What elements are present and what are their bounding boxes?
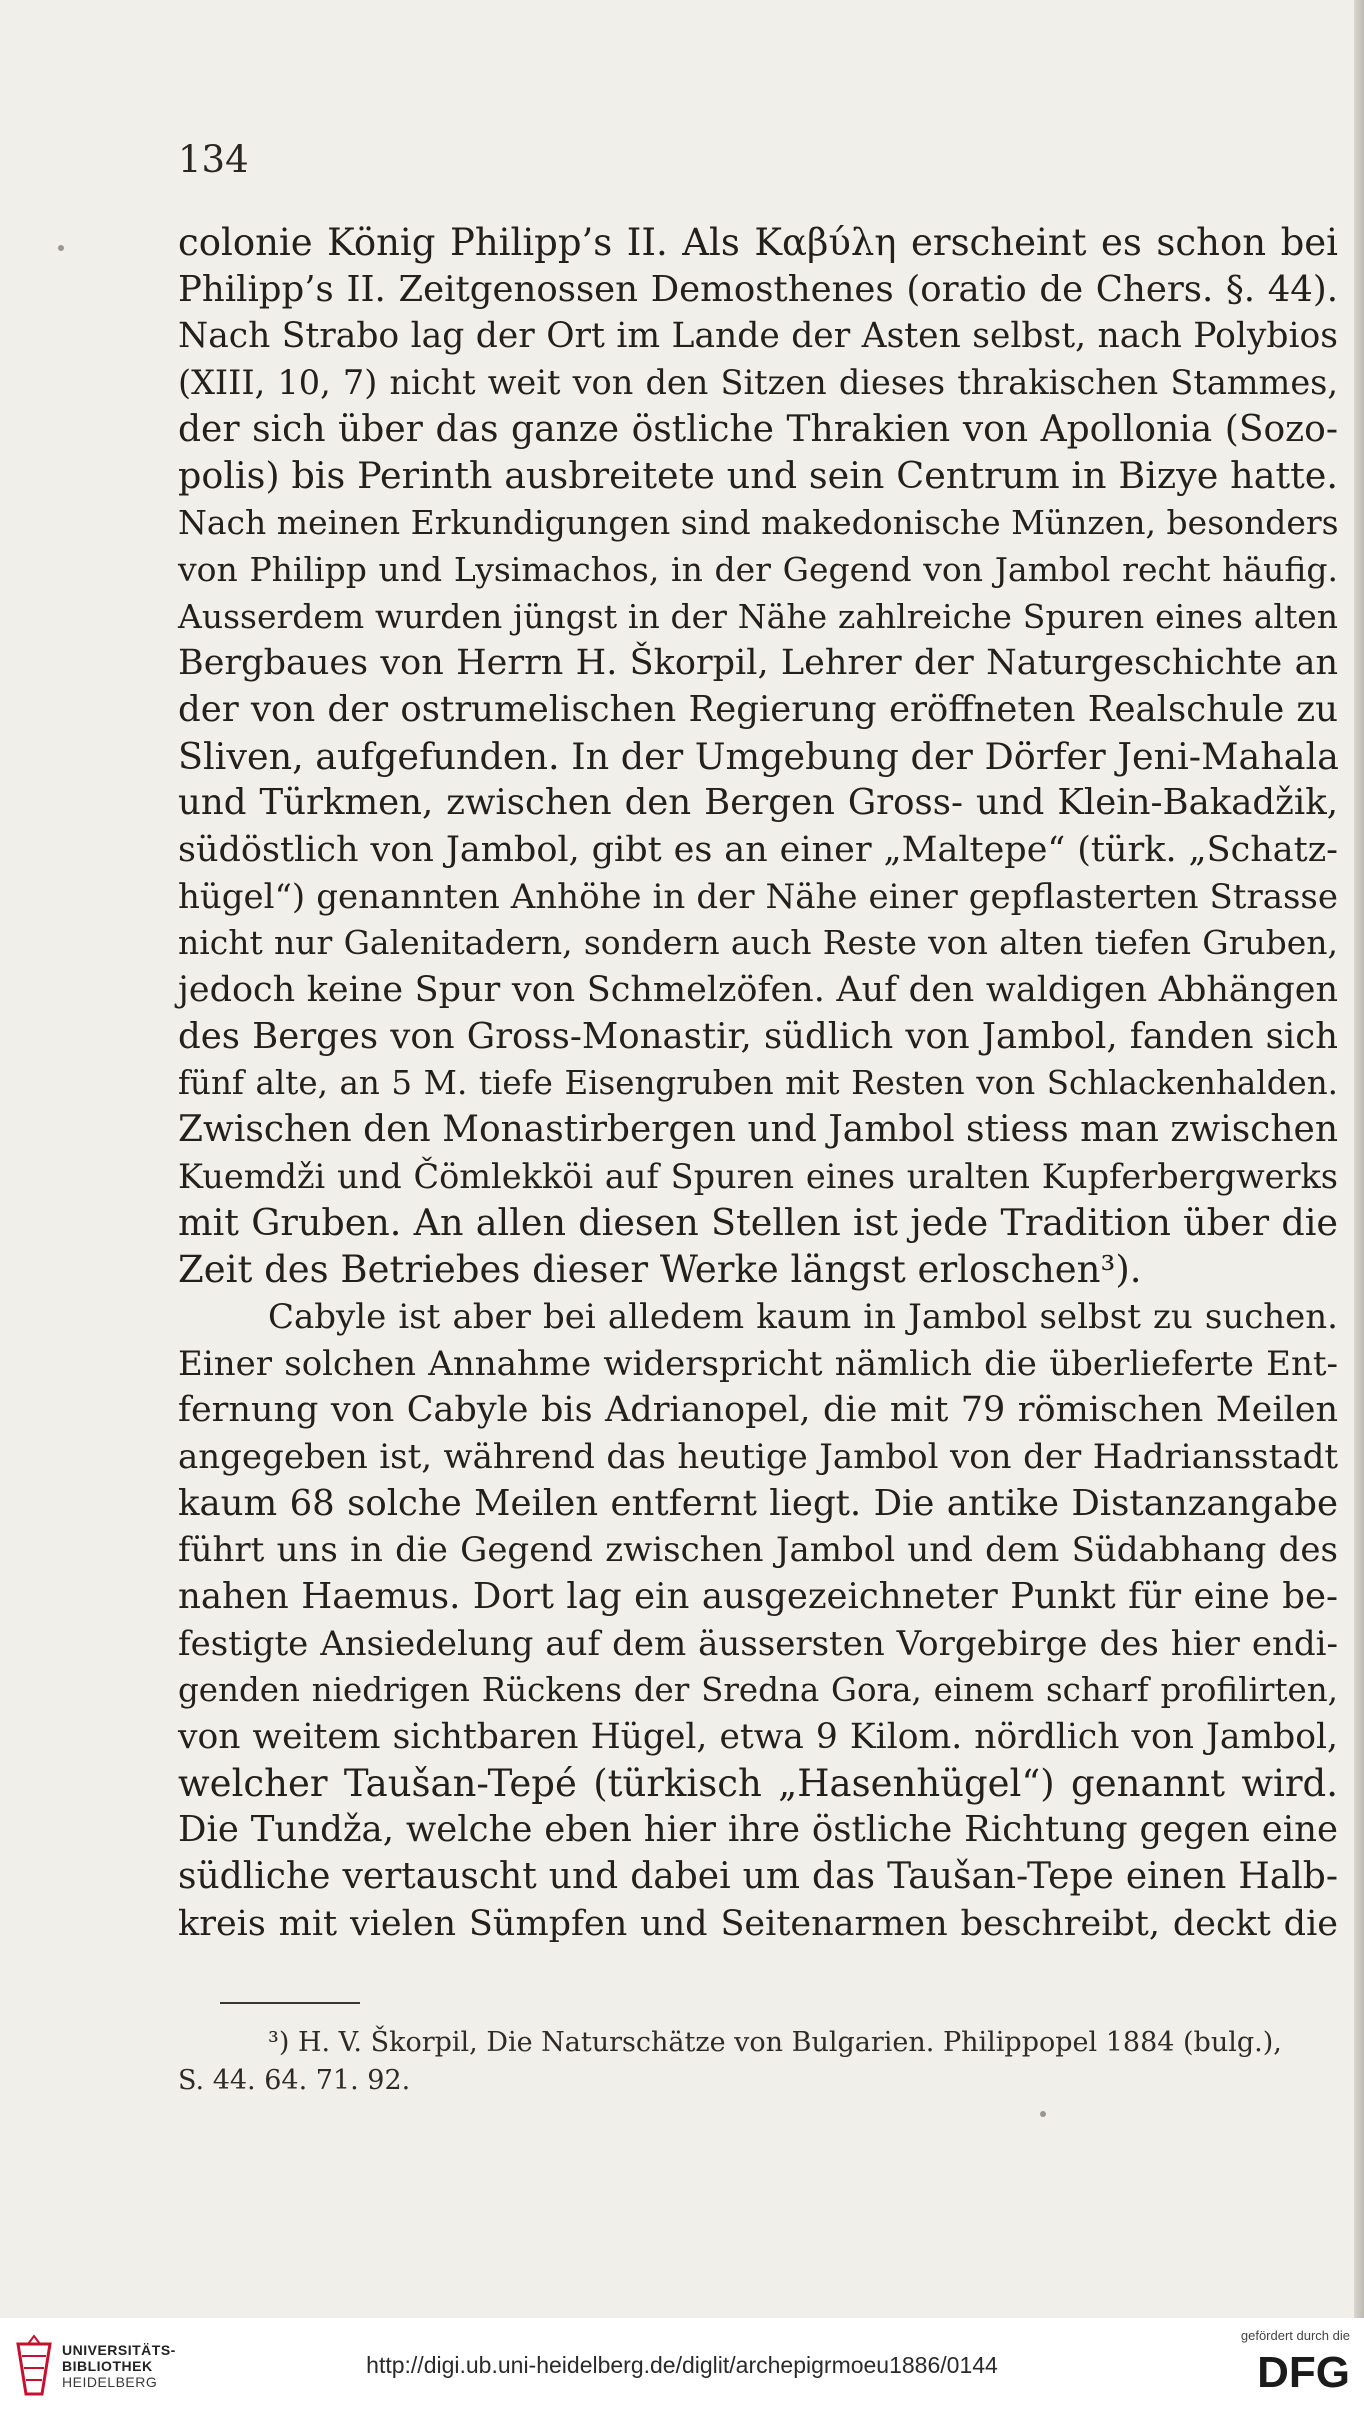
institution-line-3: HEIDELBERG (62, 2374, 158, 2390)
text-line: des Berges von Gross-Monastir, südlich von Jambol, fanden sich (178, 1015, 1338, 1057)
footnote-rule (220, 2002, 360, 2004)
text-line: jedoch keine Spur von Schmelzöfen. Auf den waldigen Abhängen (178, 970, 1338, 1010)
footnote-line: ³) H. V. Škorpil, Die Naturschätze von Bulgarien. Philippopel 1884 (bulg.), (268, 2027, 1282, 2058)
sponsor (1200, 2328, 1350, 2393)
specks (58, 245, 64, 251)
text-line: kreis mit vielen Sümpfen und Seitenarmen beschreibt, deckt die (178, 1903, 1338, 1944)
text-line: südliche vertauscht und dabei um das Taušan-Tepe einen Halb- (178, 1856, 1338, 1898)
dfg-logo-text: DFG (1257, 2348, 1350, 2393)
footnotes (178, 2024, 1338, 2100)
text-line: (XIII, 10, 7) nicht weit von den Sitzen dieses thrakischen Stammes, (178, 363, 1338, 403)
institution-line-1: UNIVERSITÄTS- (62, 2342, 176, 2358)
page-number: 134 (178, 138, 249, 181)
sponsor-label: gefördert durch die (1240, 2328, 1350, 2343)
text-line: colonie König Philipp’s II. Als Καβύλη erscheint es schon bei (178, 221, 1338, 264)
footnote-line: S. 44. 64. 71. 92. (178, 2065, 411, 2096)
text-line: von Philipp und Lysimachos, in der Gegend von Jambol recht häufig. (178, 549, 1338, 589)
text-line: angegeben ist, während das heutige Jambol von der Hadriansstadt (178, 1436, 1338, 1477)
text-line: festigte Ansiedelung auf dem äussersten Vorgebirge des hier endi- (178, 1623, 1338, 1664)
text-line: nahen Haemus. Dort lag ein ausgezeichneter Punkt für eine be- (178, 1575, 1338, 1617)
text-line: Zwischen den Monastirbergen und Jambol stiess man zwischen (178, 1109, 1339, 1151)
text-line: südöstlich von Jambol, gibt es an einer „Maltepe“ (türk. „Schatz- (178, 829, 1338, 870)
text-line: der sich über das ganze östliche Thrakien von Apollonia (Sozo- (178, 408, 1338, 450)
text-line: der von der ostrumelischen Regierung eröffneten Realschule zu (178, 688, 1338, 730)
page-edge (1354, 0, 1364, 2318)
text-line: Sliven, aufgefunden. In der Umgebung der Dörfer Jeni-Mahala (178, 734, 1339, 778)
text-line: Bergbaues von Herrn H. Škorpil, Lehrer der Naturgeschichte an (178, 643, 1338, 684)
text-line: und Türkmen, zwischen den Bergen Gross- und Klein-Bakadžik, (178, 782, 1338, 824)
text-line: polis) bis Perinth ausbreitete und sein Centrum in Bizye hatte. (178, 454, 1338, 498)
text-line: Nach meinen Erkundigungen sind makedonische Münzen, besonders (178, 503, 1339, 543)
text-line: fünf alte, an 5 M. tiefe Eisengruben mit Resten von Schlackenhalden. (178, 1064, 1338, 1103)
viewer-footer (0, 2318, 1364, 2417)
text-line: Die Tundža, welche eben hier ihre östliche Richtung gegen eine (178, 1809, 1338, 1851)
text-line: Ausserdem wurden jüngst in der Nähe zahlreiche Spuren eines alten (178, 596, 1338, 636)
text-line: Zeit des Betriebes dieser Werke längst erloschen³). (178, 1248, 1142, 1292)
text-line: fernung von Cabyle bis Adrianopel, die mit 79 römischen Meilen (178, 1390, 1338, 1431)
text-line: von weitem sichtbaren Hügel, etwa 9 Kilom. nördlich von Jambol, (178, 1717, 1338, 1757)
body-text (178, 220, 1338, 1947)
text-line: Einer solchen Annahme widerspricht nämlich die überlieferte Ent- (178, 1343, 1338, 1384)
permalink-url[interactable]: http://digi.ub.uni-heidelberg.de/diglit/archepigrmoeu1886/0144 (366, 2352, 998, 2378)
text-line: Nach Strabo lag der Ort im Lande der Asten selbst, nach Polybios (178, 316, 1338, 357)
text-line: kaum 68 solche Meilen entfernt liegt. Die antike Distanzangabe (178, 1482, 1338, 1524)
text-line: nicht nur Galenitadern, sondern auch Reste von alten tiefen Gruben, (178, 923, 1338, 963)
specks (1040, 2111, 1046, 2117)
text-line: Philipp’s II. Zeitgenossen Demosthenes (oratio de Chers. §. 44). (178, 268, 1338, 310)
text-line: mit Gruben. An allen diesen Stellen ist jede Tradition über die (178, 1201, 1338, 1245)
text-line: führt uns in die Gegend zwischen Jambol und dem Südabhang des (178, 1530, 1338, 1571)
text-line: Kuemdži und Čömlekköi auf Spuren eines uralten Kupferbergwerks (178, 1156, 1338, 1196)
text-line: welcher Taušan-Tepé (türkisch „Hasenhügel“) genannt wird. (178, 1761, 1338, 1805)
institution-line-2: BIBLIOTHEK (62, 2358, 153, 2374)
text-line: genden niedrigen Rückens der Sredna Gora, einem scharf profilirten, (178, 1671, 1338, 1710)
dfg-logo (1232, 2347, 1350, 2393)
text-line: Cabyle ist aber bei alledem kaum in Jambol selbst zu suchen. (268, 1296, 1338, 1337)
text-line: hügel“) genannten Anhöhe in der Nähe einer gepflasterten Strasse (178, 876, 1338, 917)
